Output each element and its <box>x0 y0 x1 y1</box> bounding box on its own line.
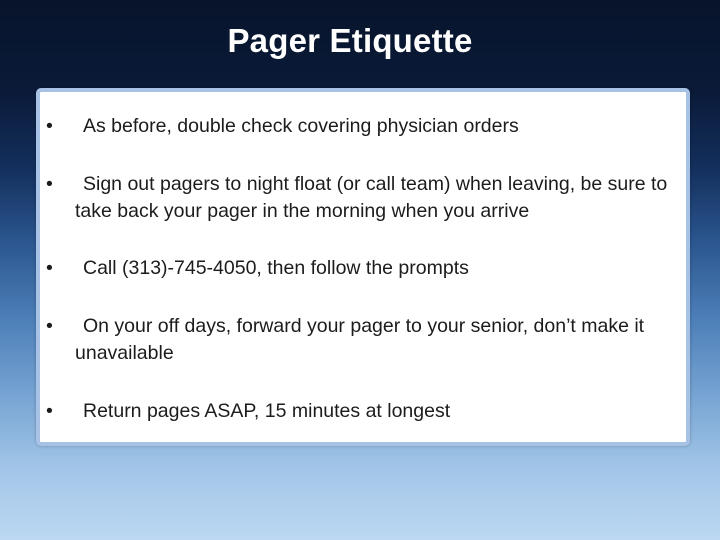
bullet-text: Sign out pagers to night float (or call team) when leaving, be sure to take back your pager in the morning when you arrive <box>75 173 668 222</box>
bullet-text: On your off days, forward your pager to your senior, don’t make it unavailable <box>75 315 645 364</box>
slide-title: Pager Etiquette <box>227 22 473 59</box>
bullet-text: As before, double check covering physician orders <box>83 115 519 137</box>
bullet-item <box>40 171 686 225</box>
bullet-icon: • <box>46 315 53 337</box>
bullet-item <box>40 113 686 140</box>
bullet-icon: • <box>46 115 53 137</box>
bullet-item <box>40 313 686 367</box>
bullet-icon: • <box>46 173 53 195</box>
bullet-text: Call (313)-745-4050, then follow the prompts <box>83 257 469 279</box>
bullet-item <box>40 398 686 425</box>
content-box <box>36 88 690 446</box>
bullet-item <box>40 255 686 282</box>
bullet-icon: • <box>46 257 53 279</box>
bullet-icon: • <box>46 400 53 422</box>
bullet-text: Return pages ASAP, 15 minutes at longest <box>83 400 451 422</box>
